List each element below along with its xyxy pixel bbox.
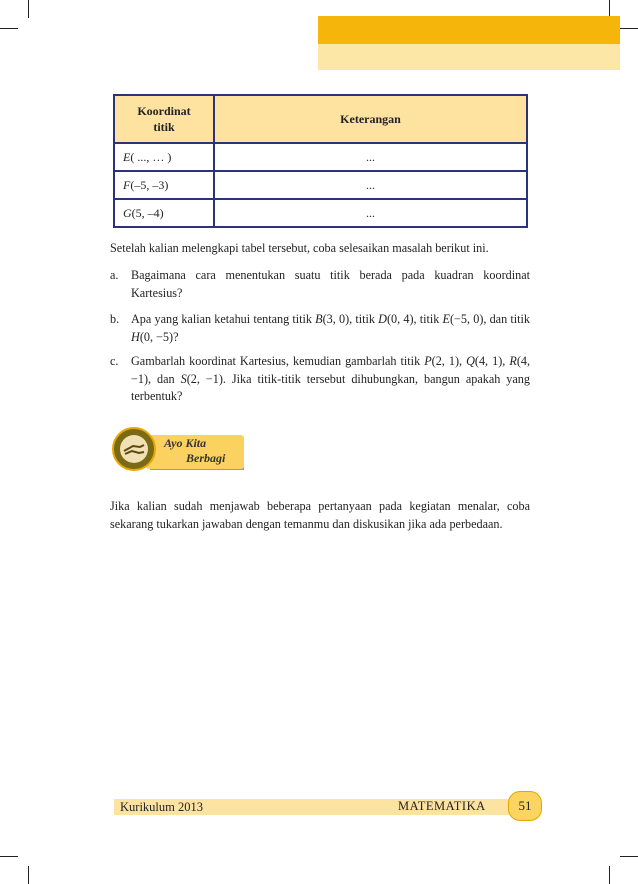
question-text [131,311,530,346]
coord-cell [114,171,214,199]
header-koordinat-line2: titik [153,120,175,134]
header-koordinat-line1: Koordinat [137,104,191,118]
text-run: (4, −1), dan [131,354,531,386]
page-number: 51 [508,791,542,821]
intro-text: Setelah kalian melengkapi tabel tersebut, coba selesaikan masalah berikut ini. [110,241,489,255]
table-row [114,199,527,227]
text-run: (4, 1), [474,354,510,368]
question-label: a. [110,268,119,282]
table-header-row [114,95,527,143]
question-a [110,267,530,302]
question-b [110,311,530,346]
point-coord: ( ..., … ) [130,149,172,164]
text-run: (3, 0), titik [322,312,379,326]
hands-icon [112,427,156,471]
text-run: Apa yang kalian ketahui tentang titik [131,312,316,326]
table-row [114,171,527,199]
text-run: (0, 4), titik [386,312,443,326]
coordinate-table [113,94,528,228]
question-label: b. [110,312,120,326]
question-c [110,353,530,406]
crop-mark [620,28,638,29]
point-name: R [509,354,517,368]
point-name: F [123,177,131,192]
crop-mark [620,856,638,857]
header-keterangan: Keterangan [214,95,527,143]
footer-subject: MATEMATIKA [398,799,486,813]
point-name: E [123,149,131,164]
point-name: E [442,312,450,326]
text-run: (−5, 0), dan titik [449,312,530,326]
crop-mark [0,28,18,29]
point-name: D [378,312,387,326]
badge-title-line1: Ayo Kita [164,436,207,450]
point-coord: (–5, –3) [130,177,169,192]
crop-mark [28,0,29,18]
crop-mark [0,856,18,857]
desc-cell: ... [214,199,527,227]
ayo-kita-berbagi-badge [112,427,248,473]
closing-text: Jika kalian sudah menjawab beberapa pertanyaan pada kegiatan menalar, coba sekarang tukarkan jawaban dengan temanmu dan diskusikan jika ada perbedaan. [110,499,530,531]
point-name: Q [466,354,475,368]
header-band-light [318,44,620,70]
point-name: B [315,312,323,326]
header-band [318,16,620,44]
badge-title-line2: Berbagi [186,451,226,465]
text-run: Gambarlah koordinat Kartesius, kemudian gambarlah titik [131,354,425,368]
table-row [114,143,527,171]
desc-cell: ... [214,143,527,171]
desc-cell: ... [214,171,527,199]
point-coord: (5, –4) [131,205,164,220]
text-run: (2, 1), [431,354,467,368]
point-name: S [180,371,187,386]
point-name: G [123,205,132,220]
header-koordinat [114,95,214,143]
text-run: (0, −5)? [139,329,179,344]
question-text [131,353,530,406]
coord-cell [114,143,214,171]
crop-mark [609,866,610,884]
coord-cell [114,199,214,227]
footer-curriculum: Kurikulum 2013 [120,800,203,814]
question-label: c. [110,354,119,368]
point-name: P [424,354,432,368]
crop-mark [28,866,29,884]
hands-icon-inner [120,435,148,463]
point-name: H [131,329,140,344]
hands-icon-svg [120,435,148,463]
text-run: (2, −1). Jika titik-titik tersebut dihubungkan, bangun apakah yang terbentuk? [131,371,530,403]
question-text: Bagaimana cara menentukan suatu titik berada pada kuadran koordinat Kartesius? [131,268,530,300]
